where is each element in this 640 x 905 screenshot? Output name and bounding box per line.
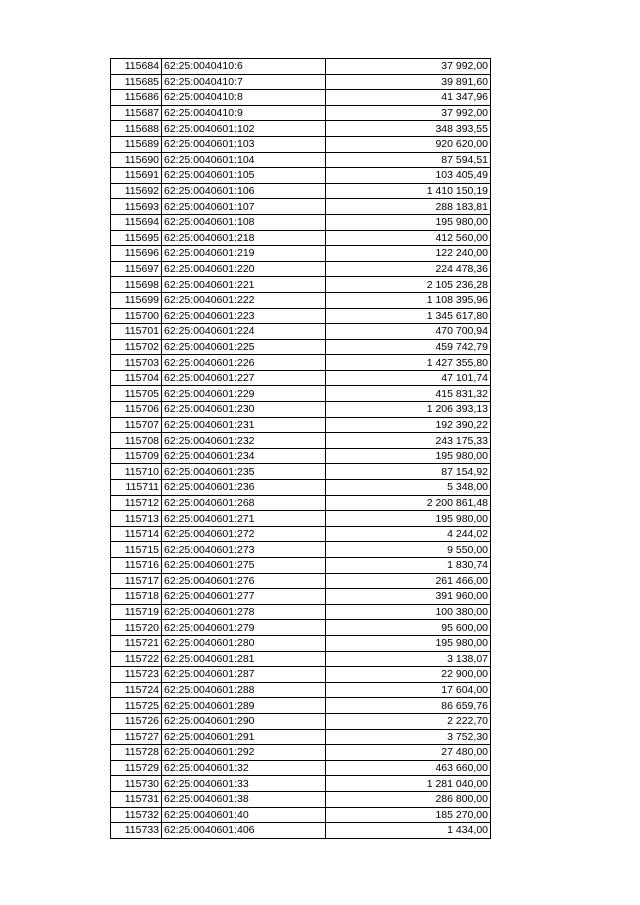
- table-row: [111, 214, 491, 230]
- cadastral-number-cell: 62:25:0040601:222: [162, 292, 326, 308]
- cadastral-value-cell: 41 347,96: [326, 90, 491, 106]
- row-number-cell: 115717: [111, 573, 162, 589]
- row-number-cell: 115715: [111, 542, 162, 558]
- row-number-cell: 115692: [111, 183, 162, 199]
- cadastral-value-cell: 1 434,00: [326, 823, 491, 839]
- table-row: [111, 261, 491, 277]
- cadastral-value-cell: 1 830,74: [326, 558, 491, 574]
- cadastral-value-cell: 195 980,00: [326, 511, 491, 527]
- cadastral-value-cell: 47 101,74: [326, 370, 491, 386]
- cadastral-value-cell: 1 345 617,80: [326, 308, 491, 324]
- table-row: [111, 277, 491, 293]
- cadastral-number-cell: 62:25:0040601:272: [162, 526, 326, 542]
- cadastral-value-cell: 192 390,22: [326, 417, 491, 433]
- table-row: [111, 729, 491, 745]
- row-number-cell: 115696: [111, 246, 162, 262]
- table-row: [111, 807, 491, 823]
- cadastral-value-table: [110, 58, 491, 839]
- cadastral-number-cell: 62:25:0040601:291: [162, 729, 326, 745]
- cadastral-number-cell: 62:25:0040601:229: [162, 386, 326, 402]
- row-number-cell: 115709: [111, 448, 162, 464]
- table-row: [111, 59, 491, 75]
- row-number-cell: 115728: [111, 745, 162, 761]
- table-row: [111, 386, 491, 402]
- cadastral-number-cell: 62:25:0040410:6: [162, 59, 326, 75]
- table-row: [111, 667, 491, 683]
- row-number-cell: 115729: [111, 760, 162, 776]
- cadastral-number-cell: 62:25:0040410:9: [162, 105, 326, 121]
- table-row: [111, 464, 491, 480]
- cadastral-number-cell: 62:25:0040601:227: [162, 370, 326, 386]
- cadastral-number-cell: 62:25:0040601:226: [162, 355, 326, 371]
- cadastral-number-cell: 62:25:0040601:103: [162, 136, 326, 152]
- cadastral-number-cell: 62:25:0040601:104: [162, 152, 326, 168]
- table-row: [111, 713, 491, 729]
- cadastral-number-cell: 62:25:0040601:275: [162, 558, 326, 574]
- table-row: [111, 558, 491, 574]
- cadastral-number-cell: 62:25:0040601:289: [162, 698, 326, 714]
- cadastral-number-cell: 62:25:0040601:268: [162, 495, 326, 511]
- row-number-cell: 115685: [111, 74, 162, 90]
- cadastral-value-cell: 27 480,00: [326, 745, 491, 761]
- table-row: [111, 620, 491, 636]
- row-number-cell: 115708: [111, 433, 162, 449]
- cadastral-number-cell: 62:25:0040601:288: [162, 682, 326, 698]
- cadastral-value-cell: 920 620,00: [326, 136, 491, 152]
- cadastral-value-cell: 288 183,81: [326, 199, 491, 215]
- cadastral-number-cell: 62:25:0040601:281: [162, 651, 326, 667]
- cadastral-number-cell: 62:25:0040601:33: [162, 776, 326, 792]
- row-number-cell: 115723: [111, 667, 162, 683]
- cadastral-value-cell: 412 560,00: [326, 230, 491, 246]
- table-row: [111, 480, 491, 496]
- row-number-cell: 115722: [111, 651, 162, 667]
- table-row: [111, 308, 491, 324]
- table-row: [111, 573, 491, 589]
- row-number-cell: 115724: [111, 682, 162, 698]
- row-number-cell: 115687: [111, 105, 162, 121]
- row-number-cell: 115704: [111, 370, 162, 386]
- row-number-cell: 115713: [111, 511, 162, 527]
- table-row: [111, 823, 491, 839]
- cadastral-value-cell: 122 240,00: [326, 246, 491, 262]
- cadastral-number-cell: 62:25:0040601:224: [162, 324, 326, 340]
- table-row: [111, 604, 491, 620]
- row-number-cell: 115697: [111, 261, 162, 277]
- row-number-cell: 115720: [111, 620, 162, 636]
- cadastral-number-cell: 62:25:0040601:220: [162, 261, 326, 277]
- cadastral-value-cell: 9 550,00: [326, 542, 491, 558]
- cadastral-value-cell: 95 600,00: [326, 620, 491, 636]
- cadastral-number-cell: 62:25:0040601:232: [162, 433, 326, 449]
- table-row: [111, 370, 491, 386]
- cadastral-number-cell: 62:25:0040601:219: [162, 246, 326, 262]
- cadastral-value-cell: 391 960,00: [326, 589, 491, 605]
- table-body: [111, 59, 491, 839]
- cadastral-number-cell: 62:25:0040601:236: [162, 480, 326, 496]
- cadastral-number-cell: 62:25:0040601:230: [162, 402, 326, 418]
- row-number-cell: 115694: [111, 214, 162, 230]
- row-number-cell: 115714: [111, 526, 162, 542]
- row-number-cell: 115699: [111, 292, 162, 308]
- table-row: [111, 776, 491, 792]
- cadastral-value-cell: 1 108 395,96: [326, 292, 491, 308]
- row-number-cell: 115733: [111, 823, 162, 839]
- row-number-cell: 115716: [111, 558, 162, 574]
- cadastral-value-cell: 195 980,00: [326, 635, 491, 651]
- cadastral-value-cell: 39 891,60: [326, 74, 491, 90]
- cadastral-value-cell: 1 410 150,19: [326, 183, 491, 199]
- row-number-cell: 115701: [111, 324, 162, 340]
- row-number-cell: 115698: [111, 277, 162, 293]
- cadastral-value-cell: 3 752,30: [326, 729, 491, 745]
- cadastral-value-cell: 2 200 861,48: [326, 495, 491, 511]
- row-number-cell: 115705: [111, 386, 162, 402]
- row-number-cell: 115710: [111, 464, 162, 480]
- cadastral-value-cell: 459 742,79: [326, 339, 491, 355]
- table-row: [111, 417, 491, 433]
- cadastral-value-cell: 415 831,32: [326, 386, 491, 402]
- cadastral-number-cell: 62:25:0040601:221: [162, 277, 326, 293]
- table-row: [111, 402, 491, 418]
- cadastral-value-cell: 17 604,00: [326, 682, 491, 698]
- cadastral-value-cell: 1 206 393,13: [326, 402, 491, 418]
- cadastral-number-cell: 62:25:0040601:287: [162, 667, 326, 683]
- cadastral-number-cell: 62:25:0040601:231: [162, 417, 326, 433]
- table-row: [111, 230, 491, 246]
- cadastral-number-cell: 62:25:0040601:278: [162, 604, 326, 620]
- table-row: [111, 74, 491, 90]
- table-row: [111, 90, 491, 106]
- cadastral-number-cell: 62:25:0040601:277: [162, 589, 326, 605]
- cadastral-value-cell: 87 594,51: [326, 152, 491, 168]
- row-number-cell: 115689: [111, 136, 162, 152]
- table-row: [111, 682, 491, 698]
- cadastral-value-cell: 470 700,94: [326, 324, 491, 340]
- cadastral-value-cell: 87 154,92: [326, 464, 491, 480]
- row-number-cell: 115711: [111, 480, 162, 496]
- row-number-cell: 115684: [111, 59, 162, 75]
- row-number-cell: 115732: [111, 807, 162, 823]
- cadastral-value-cell: 286 800,00: [326, 791, 491, 807]
- row-number-cell: 115730: [111, 776, 162, 792]
- table-row: [111, 589, 491, 605]
- row-number-cell: 115700: [111, 308, 162, 324]
- row-number-cell: 115719: [111, 604, 162, 620]
- cadastral-number-cell: 62:25:0040601:235: [162, 464, 326, 480]
- row-number-cell: 115693: [111, 199, 162, 215]
- cadastral-value-cell: 243 175,33: [326, 433, 491, 449]
- cadastral-number-cell: 62:25:0040601:106: [162, 183, 326, 199]
- cadastral-number-cell: 62:25:0040601:271: [162, 511, 326, 527]
- table-row: [111, 495, 491, 511]
- cadastral-number-cell: 62:25:0040601:108: [162, 214, 326, 230]
- cadastral-value-cell: 1 281 040,00: [326, 776, 491, 792]
- table-row: [111, 698, 491, 714]
- cadastral-number-cell: 62:25:0040601:38: [162, 791, 326, 807]
- table-row: [111, 199, 491, 215]
- row-number-cell: 115718: [111, 589, 162, 605]
- cadastral-value-cell: 37 992,00: [326, 105, 491, 121]
- table-row: [111, 121, 491, 137]
- table-row: [111, 152, 491, 168]
- table-row: [111, 448, 491, 464]
- row-number-cell: 115686: [111, 90, 162, 106]
- cadastral-number-cell: 62:25:0040601:280: [162, 635, 326, 651]
- table-row: [111, 105, 491, 121]
- table-row: [111, 246, 491, 262]
- cadastral-value-cell: 195 980,00: [326, 448, 491, 464]
- table-row: [111, 526, 491, 542]
- row-number-cell: 115695: [111, 230, 162, 246]
- cadastral-value-cell: 37 992,00: [326, 59, 491, 75]
- cadastral-value-cell: 3 138,07: [326, 651, 491, 667]
- table-row: [111, 433, 491, 449]
- table-row: [111, 339, 491, 355]
- cadastral-number-cell: 62:25:0040410:8: [162, 90, 326, 106]
- cadastral-number-cell: 62:25:0040601:290: [162, 713, 326, 729]
- cadastral-value-cell: 2 105 236,28: [326, 277, 491, 293]
- cadastral-value-cell: 348 393,55: [326, 121, 491, 137]
- cadastral-number-cell: 62:25:0040601:105: [162, 168, 326, 184]
- row-number-cell: 115712: [111, 495, 162, 511]
- cadastral-number-cell: 62:25:0040601:279: [162, 620, 326, 636]
- table-row: [111, 136, 491, 152]
- row-number-cell: 115731: [111, 791, 162, 807]
- cadastral-number-cell: 62:25:0040601:406: [162, 823, 326, 839]
- cadastral-value-cell: 4 244,02: [326, 526, 491, 542]
- table-row: [111, 542, 491, 558]
- row-number-cell: 115691: [111, 168, 162, 184]
- cadastral-value-cell: 2 222,70: [326, 713, 491, 729]
- cadastral-number-cell: 62:25:0040601:223: [162, 308, 326, 324]
- cadastral-value-cell: 224 478,36: [326, 261, 491, 277]
- cadastral-number-cell: 62:25:0040601:40: [162, 807, 326, 823]
- cadastral-number-cell: 62:25:0040601:234: [162, 448, 326, 464]
- table-row: [111, 635, 491, 651]
- cadastral-value-cell: 100 380,00: [326, 604, 491, 620]
- cadastral-number-cell: 62:25:0040601:107: [162, 199, 326, 215]
- cadastral-number-cell: 62:25:0040601:273: [162, 542, 326, 558]
- row-number-cell: 115707: [111, 417, 162, 433]
- cadastral-number-cell: 62:25:0040601:218: [162, 230, 326, 246]
- row-number-cell: 115706: [111, 402, 162, 418]
- cadastral-value-cell: 185 270,00: [326, 807, 491, 823]
- cadastral-number-cell: 62:25:0040601:292: [162, 745, 326, 761]
- cadastral-value-cell: 1 427 355,80: [326, 355, 491, 371]
- cadastral-value-cell: 103 405,49: [326, 168, 491, 184]
- row-number-cell: 115688: [111, 121, 162, 137]
- table-row: [111, 324, 491, 340]
- row-number-cell: 115703: [111, 355, 162, 371]
- row-number-cell: 115702: [111, 339, 162, 355]
- row-number-cell: 115727: [111, 729, 162, 745]
- cadastral-value-cell: 86 659,76: [326, 698, 491, 714]
- cadastral-value-cell: 463 660,00: [326, 760, 491, 776]
- table-row: [111, 511, 491, 527]
- table-row: [111, 745, 491, 761]
- row-number-cell: 115726: [111, 713, 162, 729]
- row-number-cell: 115725: [111, 698, 162, 714]
- table-row: [111, 355, 491, 371]
- table-row: [111, 760, 491, 776]
- table-row: [111, 651, 491, 667]
- cadastral-number-cell: 62:25:0040410:7: [162, 74, 326, 90]
- table-row: [111, 791, 491, 807]
- cadastral-number-cell: 62:25:0040601:225: [162, 339, 326, 355]
- table-row: [111, 292, 491, 308]
- cadastral-value-cell: 5 348,00: [326, 480, 491, 496]
- row-number-cell: 115690: [111, 152, 162, 168]
- row-number-cell: 115721: [111, 635, 162, 651]
- cadastral-number-cell: 62:25:0040601:276: [162, 573, 326, 589]
- cadastral-value-cell: 195 980,00: [326, 214, 491, 230]
- cadastral-value-cell: 261 466,00: [326, 573, 491, 589]
- cadastral-value-cell: 22 900,00: [326, 667, 491, 683]
- table-row: [111, 183, 491, 199]
- cadastral-number-cell: 62:25:0040601:102: [162, 121, 326, 137]
- cadastral-number-cell: 62:25:0040601:32: [162, 760, 326, 776]
- table-row: [111, 168, 491, 184]
